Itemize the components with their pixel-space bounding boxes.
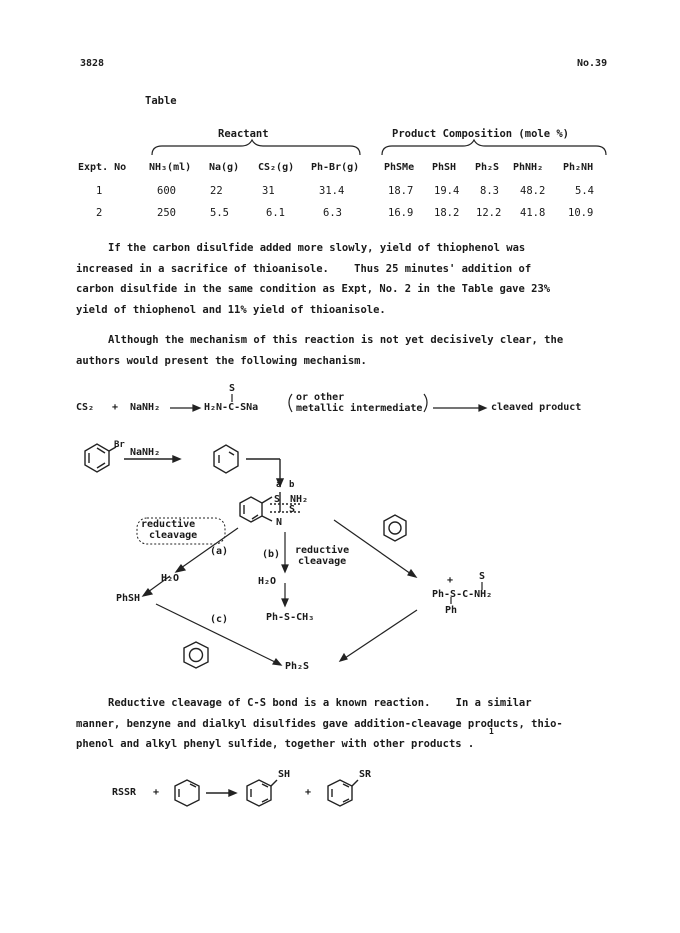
h2o-b: H₂O <box>258 576 277 587</box>
intermediate-n: N <box>276 517 283 528</box>
cleaved-product-label: cleaved product <box>491 402 582 413</box>
table-group-reactant: Reactant <box>218 128 269 140</box>
table-cell: 48.2 <box>520 185 546 197</box>
col-phnh2: PhNH₂ <box>513 162 544 173</box>
table-cell: 12.2 <box>476 207 502 219</box>
or-other-label: or other <box>296 392 345 403</box>
table-cell: 1 <box>96 185 103 197</box>
table-group-product: Product Composition (mole %) <box>392 128 570 140</box>
sulfonium-ph: Ph <box>445 605 458 616</box>
text-line: phenol and alkyl phenyl sulfide, together with other products . <box>76 738 475 750</box>
journal-issue: No.39 <box>577 58 608 69</box>
table-cell: 6.3 <box>323 207 342 219</box>
h2o-a: H₂O <box>161 573 180 584</box>
table-cell: 10.9 <box>568 207 594 219</box>
cs2-formula: CS₂ <box>76 402 95 413</box>
table-cell: 16.9 <box>388 207 414 219</box>
col-expt: Expt. No <box>78 162 127 173</box>
sulfonium-formula: Ph-S-C-NH₂ <box>432 589 493 600</box>
intermediate-s: S <box>289 504 296 515</box>
label-b: (b) <box>262 549 281 560</box>
phsch3-product: Ph-S-CH₃ <box>266 612 315 623</box>
text-line: yield of thiophenol and 11% yield of thioanisole. <box>76 303 386 316</box>
col-phsh: PhSH <box>432 162 457 173</box>
table-cell: 41.8 <box>520 207 546 219</box>
table-cell: 600 <box>157 185 176 197</box>
table-cell: 31 <box>262 185 275 197</box>
text-line: increased in a sacrifice of thioanisole. Thus 25 minutes' addition of <box>76 262 532 275</box>
intermediate-plus-s: S <box>274 494 281 505</box>
nanh2-reagent: NaNH₂ <box>130 447 161 458</box>
plus-sign: + <box>305 787 312 798</box>
benzene-ring-icon <box>184 642 208 668</box>
text-line: Although the mechanism of this reaction is not yet decisively clear, the <box>108 334 564 346</box>
col-ph2s: Ph₂S <box>475 162 500 173</box>
benzyne-ring-icon <box>214 445 238 473</box>
col-phbr: Ph-Br(g) <box>311 162 360 173</box>
table-cell: 2 <box>96 207 103 219</box>
bromo-label: Br <box>114 440 125 450</box>
reference-superscript: 1 <box>489 727 494 736</box>
table-cell: 18.7 <box>388 185 414 197</box>
intermediate-nh2: NH₂ <box>290 494 309 505</box>
col-ph2nh: Ph₂NH <box>563 162 594 173</box>
table-cell: 18.2 <box>434 207 460 219</box>
reductive-b-line1: reductive <box>295 545 350 556</box>
table-cell: 22 <box>210 185 223 197</box>
reductive-box-line2: cleavage <box>149 530 198 541</box>
table-cell: 250 <box>157 207 176 219</box>
ph2s-product: Ph₂S <box>285 661 310 672</box>
thioamide-formula: H₂N-C-SNa <box>204 402 259 413</box>
page-number: 3828 <box>80 58 105 69</box>
metallic-intermediate-label: metallic intermediate <box>296 403 423 414</box>
table-cell: 31.4 <box>319 185 345 197</box>
text-line: If the carbon disulfide added more slowly, yield of thiophenol was <box>108 242 526 254</box>
paragraph-3 <box>76 693 606 755</box>
intermediate-b: b <box>289 480 295 490</box>
rssr-formula: RSSR <box>112 787 137 798</box>
col-phsme: PhSMe <box>384 162 415 173</box>
table-caption: Table <box>145 95 177 107</box>
col-na: Na(g) <box>209 162 240 173</box>
table-cell: 6.1 <box>266 207 285 219</box>
table-cell: 5.5 <box>210 207 229 219</box>
label-c: (c) <box>210 614 229 625</box>
plus-sign: + <box>112 402 119 413</box>
col-cs2: CS₂(g) <box>258 162 295 173</box>
table-cell: 19.4 <box>434 185 460 197</box>
table-cell: 5.4 <box>575 185 594 197</box>
plus-sign: + <box>153 787 160 798</box>
sulfonium-top-s: S <box>479 571 486 582</box>
reductive-box-line1: reductive <box>141 519 196 530</box>
phsh-product: PhSH <box>116 593 141 604</box>
text-line: carbon disulfide in the same condition as Expt, No. 2 in the Table gave 23% <box>76 283 551 295</box>
label-a: (a) <box>210 546 229 557</box>
sulfonium-plus: + <box>447 575 454 586</box>
thioamide-sulfur: S <box>229 383 236 394</box>
nanh2-formula: NaNH₂ <box>130 402 161 413</box>
sh-group: SH <box>278 769 291 780</box>
benzene-ring-icon <box>384 515 406 541</box>
text-line: manner, benzyne and dialkyl disulfides gave addition-cleavage products, thio- <box>76 717 563 730</box>
reductive-b-line2: cleavage <box>298 556 347 567</box>
intermediate-a: a <box>276 480 282 490</box>
col-nh3: NH₃(ml) <box>149 162 192 173</box>
text-line: Reductive cleavage of C-S bond is a known reaction. In a similar <box>108 697 532 709</box>
text-line: authors would present the following mechanism. <box>76 354 367 367</box>
sr-group: SR <box>359 769 372 780</box>
table-cell: 8.3 <box>480 185 499 197</box>
